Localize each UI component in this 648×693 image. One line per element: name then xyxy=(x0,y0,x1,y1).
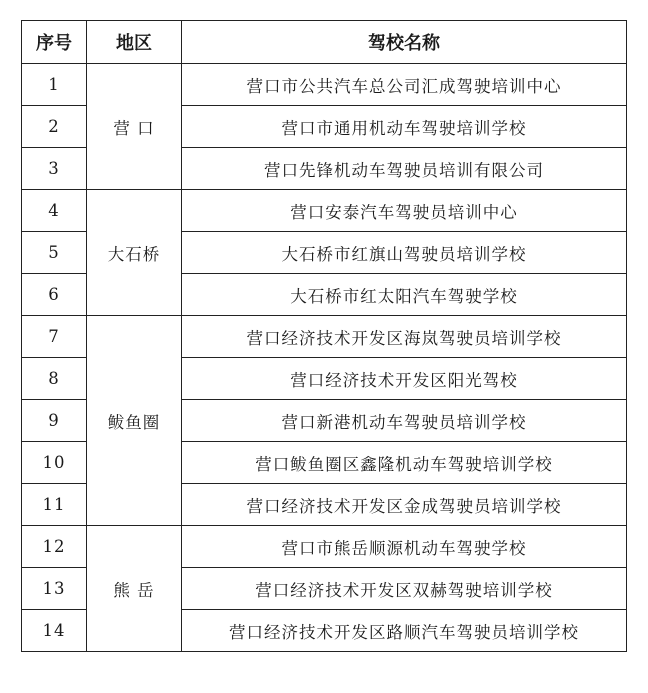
school-name: 营口鲅鱼圈区鑫隆机动车驾驶培训学校 xyxy=(182,442,627,484)
row-number: 12 xyxy=(22,526,87,568)
row-number: 11 xyxy=(22,484,87,526)
school-name: 营口先锋机动车驾驶员培训有限公司 xyxy=(182,148,627,190)
school-name: 营口新港机动车驾驶员培训学校 xyxy=(182,400,627,442)
school-name: 营口经济技术开发区阳光驾校 xyxy=(182,358,627,400)
region-cell: 营 口 xyxy=(87,64,182,190)
row-number: 13 xyxy=(22,568,87,610)
table-row xyxy=(22,190,627,232)
region-cell: 鲅鱼圈 xyxy=(87,316,182,526)
school-name: 营口经济技术开发区海岚驾驶员培训学校 xyxy=(182,316,627,358)
row-number: 5 xyxy=(22,232,87,274)
row-number: 14 xyxy=(22,610,87,652)
school-name: 大石桥市红旗山驾驶员培训学校 xyxy=(182,232,627,274)
header-region: 地区 xyxy=(87,21,182,64)
row-number: 9 xyxy=(22,400,87,442)
row-number: 10 xyxy=(22,442,87,484)
driving-school-table xyxy=(21,20,627,652)
region-cell: 熊 岳 xyxy=(87,526,182,652)
row-number: 7 xyxy=(22,316,87,358)
school-name: 营口经济技术开发区双赫驾驶培训学校 xyxy=(182,568,627,610)
table-row xyxy=(22,64,627,106)
table-row xyxy=(22,316,627,358)
header-row xyxy=(22,21,627,64)
school-name: 营口市通用机动车驾驶培训学校 xyxy=(182,106,627,148)
table-row xyxy=(22,526,627,568)
header-school-name: 驾校名称 xyxy=(182,21,627,64)
row-number: 2 xyxy=(22,106,87,148)
row-number: 8 xyxy=(22,358,87,400)
row-number: 6 xyxy=(22,274,87,316)
row-number: 3 xyxy=(22,148,87,190)
school-name: 营口经济技术开发区金成驾驶员培训学校 xyxy=(182,484,627,526)
school-name: 营口市公共汽车总公司汇成驾驶培训中心 xyxy=(182,64,627,106)
row-number: 1 xyxy=(22,64,87,106)
school-name: 营口安泰汽车驾驶员培训中心 xyxy=(182,190,627,232)
row-number: 4 xyxy=(22,190,87,232)
header-number: 序号 xyxy=(22,21,87,64)
school-name: 营口市熊岳顺源机动车驾驶学校 xyxy=(182,526,627,568)
school-name: 营口经济技术开发区路顺汽车驾驶员培训学校 xyxy=(182,610,627,652)
school-name: 大石桥市红太阳汽车驾驶学校 xyxy=(182,274,627,316)
region-cell: 大石桥 xyxy=(87,190,182,316)
